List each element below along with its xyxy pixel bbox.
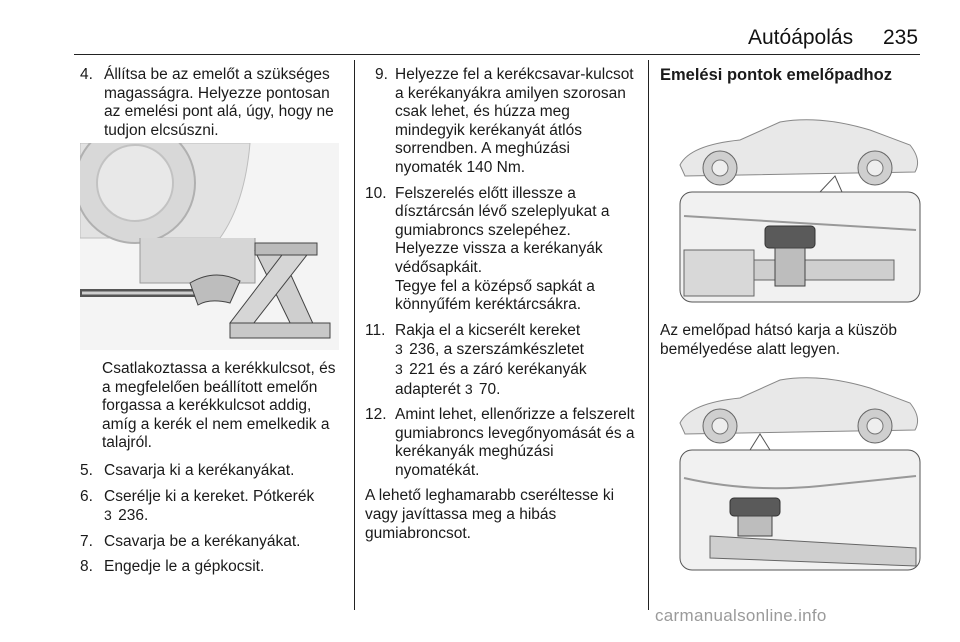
header-divider (74, 54, 920, 55)
page-reference-icon: 3 (104, 507, 112, 524)
step-text: Felszerelés előtt illessze a dísztárcsán lévő szeleplyukat a gumiabroncs szelepéhez. (395, 184, 610, 239)
column-2 (365, 66, 640, 543)
step-text: Rakja el a kicserélt kereket (395, 321, 581, 339)
jack-instruction: Csatlakoztassa a kerékkulcsot, és a megfelelően beállított emelőn forgassa a kerékkulcsot addig, amíg a kerék el nem emelkedik a talajról. (102, 360, 336, 452)
page-reference[interactable]: 70. (478, 380, 501, 398)
page-reference[interactable]: 236, a szerszámkészletet (409, 341, 584, 359)
step-7 (80, 533, 345, 552)
step-text: Amint lehet, ellenőrizze a felszerelt gumiabroncs levegőnyomását és a kerékanyák meghúzási nyomatékát. (395, 406, 635, 479)
step-5 (80, 462, 345, 481)
page-reference-icon: 3 (395, 341, 403, 358)
column-divider-2 (648, 60, 649, 610)
step-text: Engedje le a gépkocsit. (104, 558, 265, 576)
step-number: 5. (80, 461, 93, 479)
step-11 (365, 322, 640, 399)
step-4 (80, 66, 345, 140)
step-text: Állítsa be az emelőt a szükséges magasságra. Helyezze pontosan az emelési pont alá, úgy, hogy ne tudjon elcsúszni. (104, 66, 334, 139)
step-text: Csavarja ki a kerékanyákat. (104, 461, 295, 479)
chapter-title: Autóápolás (748, 26, 854, 49)
jack-figure (80, 143, 339, 350)
step-text: Csavarja be a kerékanyákat. (104, 532, 301, 550)
step-number: 7. (80, 532, 93, 550)
page-reference-icon: 3 (464, 380, 473, 397)
step-number: 6. (80, 487, 93, 505)
step-number: 10. (365, 184, 387, 202)
step-number: 9. (375, 66, 388, 83)
step-text: Helyezze fel a kerékcsavar-kulcsot a kerékanyákra amilyen szorosan csak lehet, és húzza meg mindegyik kerékanyát átlós sorrendben. A meghúzási nyomaték 140 Nm. (395, 66, 634, 176)
column-1-lower (80, 360, 345, 584)
step-8 (80, 558, 345, 577)
closing-note: A lehető leghamarabb cseréltesse ki vagy javíttassa meg a hibás gumiabroncsot. (365, 487, 615, 542)
step-note: Tegye fel a középső sapkát a könnyűfém keréktárcsákra. (395, 277, 595, 314)
lift-point-rear-illustration (670, 368, 926, 576)
step-12 (365, 406, 640, 480)
column-3 (660, 66, 930, 97)
section-heading: Emelési pontok emelőpadhoz (660, 66, 892, 84)
step-note: Helyezze vissza a kerékanyák védősapkáit. (395, 240, 603, 276)
step-6 (80, 488, 345, 526)
page-reference-icon: 3 (395, 360, 403, 377)
step-text: Cserélje ki a kereket. Pótkerék (104, 487, 315, 505)
column-1 (80, 66, 345, 147)
step-number: 11. (365, 321, 386, 339)
page-reference[interactable]: 221 és a záró kerékanyák adapterét (395, 360, 587, 398)
watermark: carmanualsonline.info (655, 606, 827, 625)
column-3-lower (660, 322, 930, 359)
step-number: 12. (365, 406, 387, 424)
figure-caption: Az emelőpad hátsó karja a küszöb bemélyedése alatt legyen. (660, 322, 897, 358)
step-9 (365, 66, 640, 178)
jack-illustration (80, 143, 339, 350)
page-number: 235 (883, 26, 919, 49)
lift-point-figure-front (670, 110, 926, 306)
step-number: 4. (80, 66, 93, 83)
lift-point-figure-rear (670, 368, 926, 576)
step-10 (365, 185, 640, 315)
step-number: 8. (80, 558, 93, 576)
page-reference[interactable]: 236. (118, 507, 149, 525)
column-divider-1 (354, 60, 355, 610)
lift-point-front-illustration (670, 110, 926, 306)
